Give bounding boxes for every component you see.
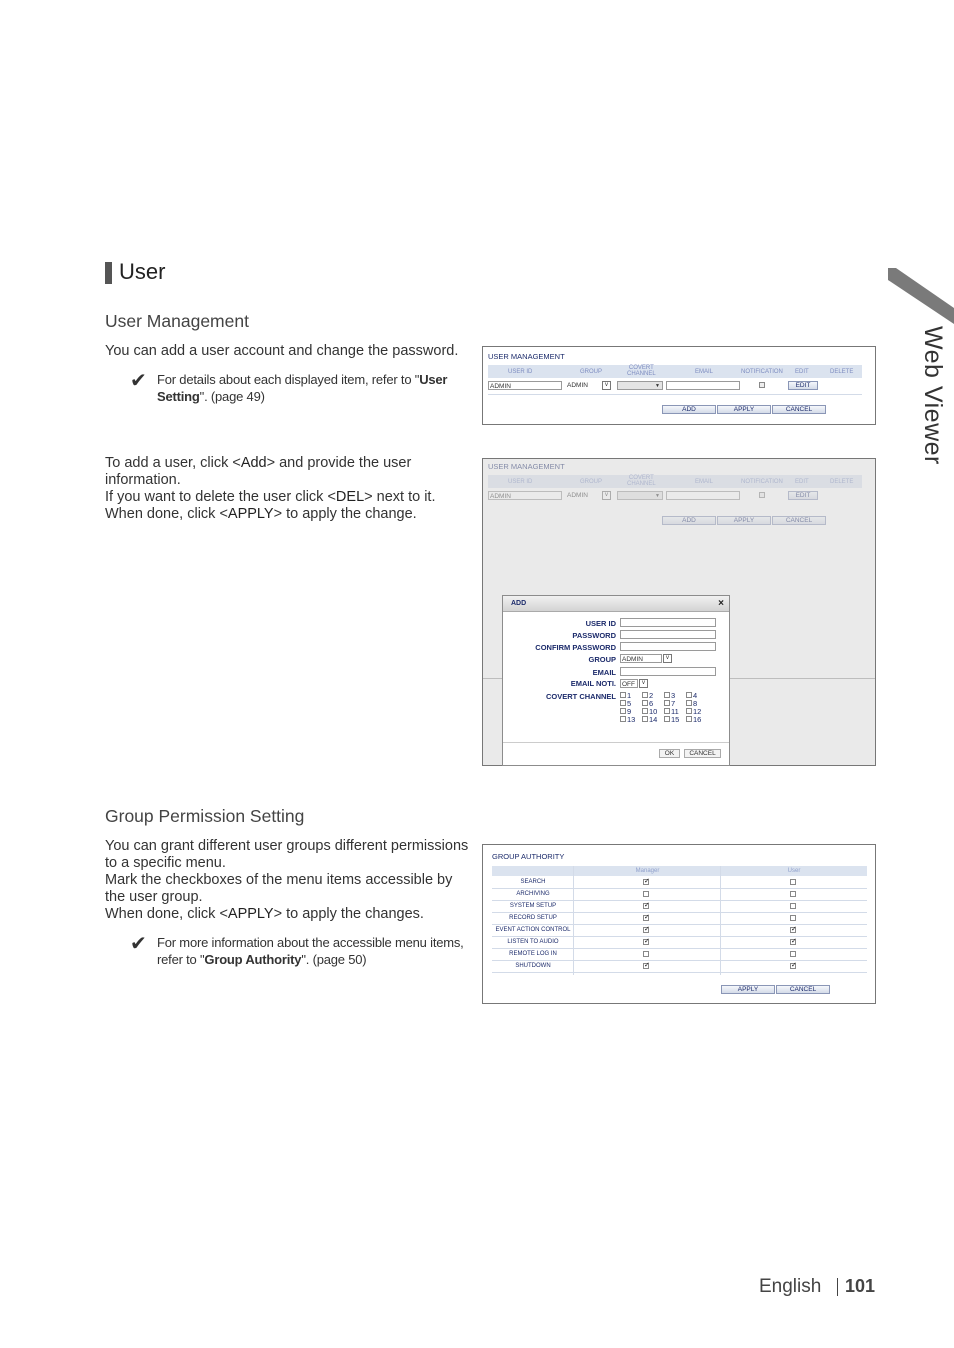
channel-label: 4 [693, 691, 698, 700]
channel-checkbox[interactable] [642, 716, 648, 722]
channel-checkbox[interactable] [686, 700, 692, 706]
column-user: User [787, 868, 801, 874]
header-notification: NOTIFICATION [741, 369, 783, 375]
user-permission-checkbox[interactable]: ✓ [791, 962, 797, 969]
group-permission-note: For more information about the accessible menu items, refer to "Group Authority". (page 50) [157, 935, 464, 967]
add-user-dialog [502, 595, 730, 766]
header-group: GROUP [580, 369, 603, 375]
email-field[interactable] [666, 381, 740, 390]
label-email-noti: EMAIL NOTI. [570, 679, 616, 688]
chevron-down-icon[interactable]: v [602, 381, 611, 390]
column-manager: Manager [635, 868, 660, 874]
authority-row-label: SEARCH [520, 879, 546, 885]
chevron-down-icon[interactable]: v [639, 679, 648, 688]
user-management-screenshot [482, 346, 876, 425]
column-divider [720, 866, 721, 975]
channel-label: 2 [649, 691, 654, 700]
authority-row-label: LISTEN TO AUDIO [507, 939, 559, 945]
channel-label: 8 [693, 699, 698, 708]
user-management-intro: You can add a user account and change the password. [105, 343, 459, 359]
channel-checkbox[interactable] [620, 692, 626, 698]
channel-label: 15 [671, 715, 680, 724]
manager-permission-checkbox[interactable] [643, 951, 649, 957]
row-divider [492, 900, 867, 901]
authority-row-label: EVENT ACTION CONTROL [495, 927, 571, 933]
user-permission-checkbox[interactable] [790, 891, 796, 897]
label-password: PASSWORD [572, 631, 616, 640]
checkmark-icon: ✔ [130, 370, 147, 392]
row-divider [492, 936, 867, 937]
label-covert-channel: COVERT CHANNEL [545, 692, 616, 701]
header-email: EMAIL [695, 369, 714, 375]
add-user-instructions: To add a user, click <Add> and provide the user information. If you want to delete the user click <DEL> next to it. When done, click <APPLY> to apply the change. [105, 455, 436, 522]
label-email: EMAIL [592, 668, 616, 677]
ok-button[interactable]: OK [659, 749, 680, 758]
header-user-id: USER ID [508, 369, 533, 375]
channel-label: 12 [693, 707, 702, 716]
channel-label: 1 [627, 691, 632, 700]
cancel-button[interactable]: CANCEL [776, 985, 830, 994]
email-input[interactable] [620, 667, 716, 676]
covert-channel-select[interactable]: ▼ [617, 381, 663, 390]
group-permission-text: You can grant different user groups different permissions to a specific menu. Mark the checkboxes of the menu items accessible by the user group. When done, click <APPLY> to apply the changes. [105, 838, 469, 922]
email-noti-select[interactable]: OFF [620, 679, 638, 688]
channel-checkbox[interactable] [642, 692, 648, 698]
user-id-field[interactable]: ADMIN [488, 381, 562, 390]
authority-row-label: SHUTDOWN [515, 963, 551, 969]
manager-permission-checkbox[interactable]: ✓ [644, 914, 650, 921]
channel-checkbox[interactable] [664, 708, 670, 714]
group-value: ADMIN [567, 382, 588, 389]
page-number: 101 [845, 1276, 876, 1296]
channel-label: 7 [671, 699, 676, 708]
label-group: GROUP [588, 655, 616, 664]
footer-separator [837, 1278, 838, 1296]
password-input[interactable] [620, 630, 716, 639]
user-management-note: For details about each displayed item, refer to "User Setting". (page 49) [157, 372, 448, 404]
authority-row-label: RECORD SETUP [509, 915, 557, 921]
channel-checkbox[interactable] [620, 716, 626, 722]
channel-label: 5 [627, 699, 632, 708]
manager-permission-checkbox[interactable]: ✓ [644, 878, 650, 885]
channel-label: 16 [693, 715, 702, 724]
channel-checkbox[interactable] [642, 708, 648, 714]
header-covert: COVERT CHANNEL [627, 365, 656, 377]
header-delete: DELETE [830, 369, 854, 375]
group-authority-screenshot [482, 844, 876, 1004]
section-marker [105, 262, 112, 284]
row-divider [488, 394, 862, 395]
dialog-title: ADD [511, 600, 527, 607]
manager-permission-checkbox[interactable]: ✓ [644, 902, 650, 909]
screen-title: GROUP AUTHORITY [492, 852, 565, 861]
user-id-input[interactable] [620, 618, 716, 627]
screen-title: USER MANAGEMENT [488, 352, 565, 361]
cancel-button[interactable]: CANCEL [772, 405, 826, 414]
channel-checkbox[interactable] [664, 700, 670, 706]
row-divider [492, 972, 867, 973]
manager-permission-checkbox[interactable] [643, 891, 649, 897]
user-permission-checkbox[interactable]: ✓ [791, 926, 797, 933]
group-select[interactable]: ADMIN [620, 654, 662, 663]
manager-permission-checkbox[interactable]: ✓ [644, 962, 650, 969]
chevron-down-icon[interactable]: v [663, 654, 672, 663]
channel-checkbox[interactable] [686, 692, 692, 698]
authority-header [492, 866, 867, 876]
header-edit: EDIT [795, 369, 809, 375]
confirm-password-input[interactable] [620, 642, 716, 651]
channel-checkbox[interactable] [620, 700, 626, 706]
row-divider [492, 888, 867, 889]
manager-permission-checkbox[interactable]: ✓ [644, 938, 650, 945]
channel-checkbox[interactable] [686, 716, 692, 722]
label-confirm-password: CONFIRM PASSWORD [535, 643, 616, 652]
edit-button[interactable]: EDIT [788, 381, 818, 390]
add-button[interactable]: ADD [662, 405, 716, 414]
channel-checkbox[interactable] [686, 708, 692, 714]
channel-checkbox[interactable] [620, 708, 626, 714]
user-permission-checkbox[interactable] [790, 951, 796, 957]
channel-checkbox[interactable] [664, 692, 670, 698]
row-divider [492, 924, 867, 925]
manager-permission-checkbox[interactable]: ✓ [644, 926, 650, 933]
authority-row-label: ARCHIVING [516, 891, 550, 897]
notification-checkbox[interactable] [759, 382, 765, 388]
side-tab-shape [888, 268, 954, 324]
cancel-button[interactable]: CANCEL [684, 749, 721, 758]
dialog-header [503, 596, 729, 612]
user-permission-checkbox[interactable]: ✓ [791, 938, 797, 945]
channel-label: 6 [649, 699, 654, 708]
side-tab-label: Web Viewer [919, 326, 947, 465]
table-header [488, 365, 862, 378]
row-divider [492, 912, 867, 913]
section-title: User [119, 259, 166, 284]
authority-row-label: REMOTE LOG IN [509, 951, 557, 957]
channel-checkbox[interactable] [664, 716, 670, 722]
authority-row-label: SYSTEM SETUP [509, 903, 557, 909]
channel-label: 10 [649, 707, 658, 716]
apply-button[interactable]: APPLY [717, 405, 771, 414]
user-permission-checkbox[interactable] [790, 903, 796, 909]
group-permission-heading: Group Permission Setting [105, 806, 305, 826]
checkmark-icon: ✔ [130, 933, 147, 955]
add-user-screenshot [482, 458, 876, 766]
channel-checkbox[interactable] [642, 700, 648, 706]
label-user-id: USER ID [585, 619, 616, 628]
close-icon[interactable]: × [718, 598, 724, 609]
channel-label: 11 [671, 707, 679, 716]
row-divider [492, 948, 867, 949]
user-management-heading: User Management [105, 311, 249, 331]
channel-label: 9 [627, 707, 632, 716]
channel-label: 3 [671, 691, 676, 700]
user-permission-checkbox[interactable] [790, 915, 796, 921]
user-permission-checkbox[interactable] [790, 879, 796, 885]
row-divider [492, 960, 867, 961]
dialog-divider [503, 742, 729, 743]
channel-label: 14 [649, 715, 658, 724]
apply-button[interactable]: APPLY [721, 985, 775, 994]
footer-language: English [759, 1276, 822, 1297]
channel-label: 13 [627, 715, 636, 724]
